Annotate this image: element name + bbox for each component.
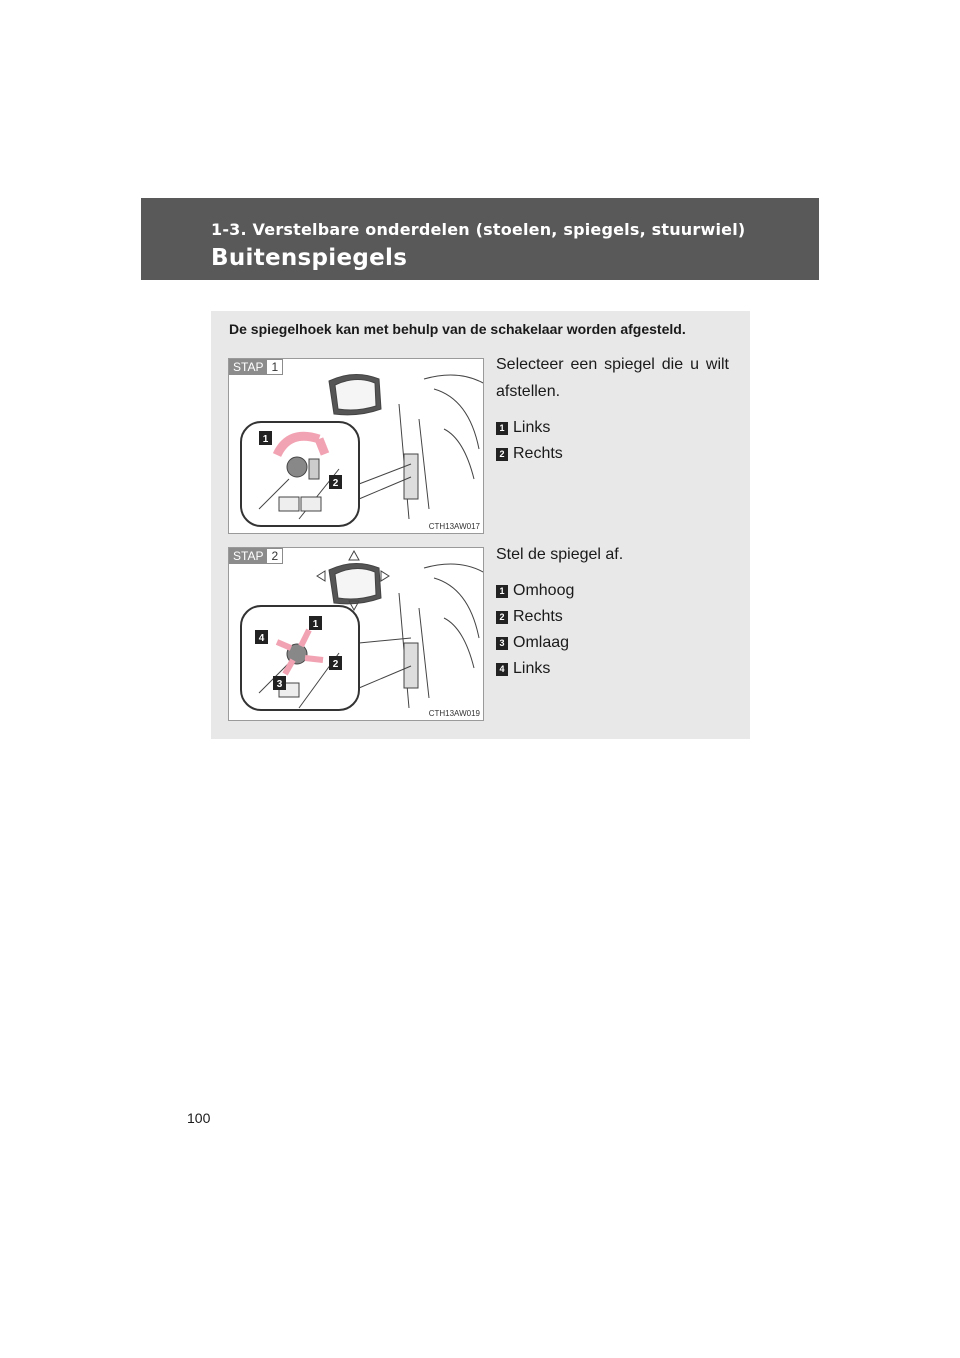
- step-label: STAP: [229, 548, 267, 564]
- step-description: Stel de spiegel af.: [496, 546, 624, 563]
- number-badge: 4: [496, 663, 508, 676]
- svg-text:1: 1: [312, 619, 319, 630]
- mirror-select-illustration: [229, 359, 484, 534]
- item-label: Omlaag: [513, 634, 570, 651]
- step-1-figure: [228, 358, 484, 534]
- section-header: [141, 198, 819, 280]
- item-label: Omhoog: [513, 582, 575, 599]
- figure-code: CTH13AW019: [428, 709, 480, 718]
- svg-text:1: 1: [262, 434, 269, 445]
- svg-text:2: 2: [332, 478, 339, 489]
- number-badge: 1: [496, 585, 508, 598]
- page-number: 100: [187, 1110, 211, 1126]
- number-badge: 3: [496, 637, 508, 650]
- list-item: [496, 441, 729, 467]
- list-item: [496, 578, 729, 604]
- list-item: [496, 656, 729, 682]
- number-badge: 2: [496, 448, 508, 461]
- number-badge: 2: [496, 611, 508, 624]
- step-tag: [229, 548, 283, 564]
- figure-code: CTH13AW017: [428, 522, 480, 531]
- step-number: 2: [267, 548, 283, 564]
- step-description: Selecteer een spiegel die u wilt afstellen.: [496, 356, 729, 400]
- item-label: Links: [513, 660, 551, 677]
- list-item: [496, 415, 729, 441]
- item-label: Rechts: [513, 445, 563, 462]
- svg-text:4: 4: [258, 633, 265, 644]
- svg-text:2: 2: [332, 659, 339, 670]
- item-label: Links: [513, 419, 551, 436]
- section-title: 1-3. Verstelbare onderdelen (stoelen, spiegels, stuurwiel): [211, 220, 746, 239]
- step-tag: [229, 359, 283, 375]
- step-1-text: [496, 351, 729, 467]
- step-2-text: [496, 541, 729, 682]
- mirror-adjust-illustration: [229, 548, 484, 721]
- step-2-figure: [228, 547, 484, 721]
- page-title: Buitenspiegels: [211, 245, 408, 271]
- step-label: STAP: [229, 359, 267, 375]
- item-label: Rechts: [513, 608, 563, 625]
- intro-text: De spiegelhoek kan met behulp van de schakelaar worden afgesteld.: [229, 321, 686, 337]
- number-badge: 1: [496, 422, 508, 435]
- list-item: [496, 604, 729, 630]
- content-panel: [211, 311, 750, 739]
- step-number: 1: [267, 359, 283, 375]
- svg-text:3: 3: [276, 679, 283, 690]
- list-item: [496, 630, 729, 656]
